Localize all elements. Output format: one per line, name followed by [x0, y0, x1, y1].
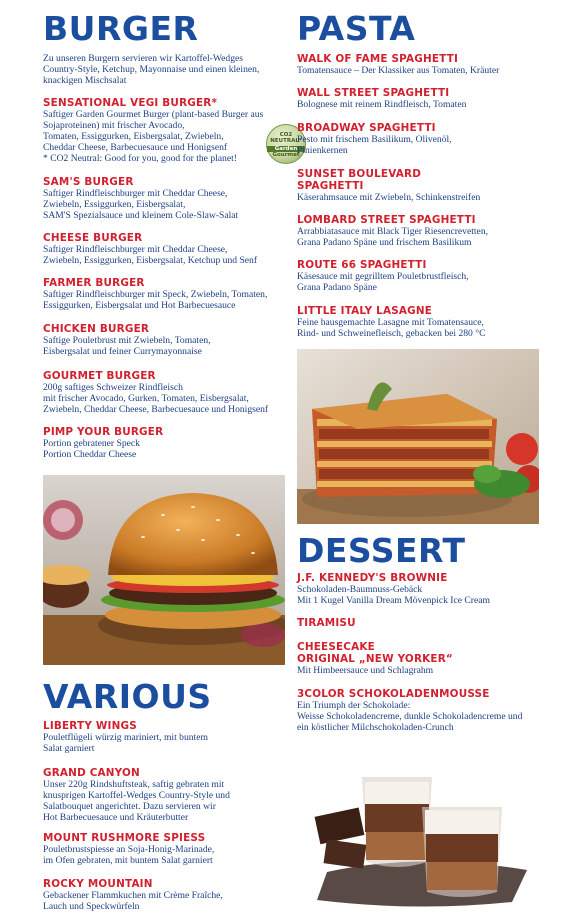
- burger-photo: [43, 475, 285, 665]
- menu-item-lombard-street-spaghetti: [297, 214, 542, 248]
- item-description: Käserahmsauce mit Zwiebeln, Schinkenstreifen: [297, 192, 481, 203]
- item-description: 200g saftiges Schweizer Rindfleisch mit frischer Avocado, Gurken, Tomaten, Eisbergsalat, Zwiebeln, Cheddar Cheese, Barbecuesauce und Honigsenf: [43, 382, 269, 415]
- item-description: Bolognese mit reinem Rindfleisch, Tomaten: [297, 99, 467, 110]
- item-description: Portion gebratener Speck Portion Cheddar Cheese: [43, 438, 140, 460]
- item-description: Unser 220g Rindshuftsteak, saftig gebraten mit knusprigen Kartoffel-Wedges Country-Style und Salatbouquet angerichtet. Dazu servieren wir Hot Barbecuesauce und Kräuterbutter: [43, 779, 230, 823]
- menu-item-mount-rushmore-spiess: [43, 832, 288, 866]
- item-name: CHEESECAKE ORIGINAL „NEW YORKER“: [297, 641, 453, 665]
- item-name: WALL STREET SPAGHETTI: [297, 87, 450, 99]
- item-description: Saftiger Rindfleischburger mit Speck, Zwiebeln, Tomaten, Essiggurken, Eisbergsalat und Hot Barbecuesauce: [43, 289, 268, 311]
- item-name: TIRAMISU: [297, 617, 356, 629]
- menu-item-walk-of-fame-spaghetti: [297, 53, 542, 76]
- various-section-title: VARIOUS: [43, 677, 212, 716]
- menu-item-gourmet-burger: [43, 370, 288, 415]
- item-description: Pouletbrustspiesse an Soja-Honig-Marinade, im Ofen gebraten, mit buntem Salat garniert: [43, 844, 215, 866]
- item-name: GOURMET BURGER: [43, 370, 156, 382]
- item-description: Saftige Pouletbrust mit Zwiebeln, Tomaten, Eisbergsalat und feiner Currymayonnaise: [43, 335, 211, 357]
- item-name: LOMBARD STREET SPAGHETTI: [297, 214, 476, 226]
- item-name: CHICKEN BURGER: [43, 323, 150, 335]
- menu-item-grand-canyon: [43, 767, 288, 823]
- menu-item-sams-burger: [43, 176, 288, 221]
- item-description: Gebackener Flammkuchen mit Crème Fraîche, Lauch und Speckwürfeln: [43, 890, 223, 912]
- menu-item-cheesecake-new-yorker: [297, 641, 542, 676]
- item-description: Pouletflügeli würzig mariniert, mit buntem Salat garniert: [43, 732, 208, 754]
- badge-text: Garden: [267, 146, 305, 152]
- menu-item-wall-street-spaghetti: [297, 87, 542, 110]
- menu-item-3color-schokoladenmousse: [297, 688, 547, 733]
- dessert-section-title: DESSERT: [297, 531, 466, 570]
- item-name: SAM'S BURGER: [43, 176, 134, 188]
- menu-item-chicken-burger: [43, 323, 288, 357]
- badge-text: NEUTRAL*: [270, 138, 302, 144]
- menu-item-sunset-boulevard-spaghetti: [297, 168, 542, 203]
- menu-item-route-66-spaghetti: [297, 259, 542, 293]
- menu-item-little-italy-lasagne: [297, 305, 542, 339]
- item-name: LIBERTY WINGS: [43, 720, 137, 732]
- menu-item-liberty-wings: [43, 720, 288, 754]
- menu-item-sensational-vegi-burger: [43, 97, 273, 164]
- lasagne-photo: [297, 349, 539, 524]
- item-name: SUNSET BOULEVARD SPAGHETTI: [297, 168, 422, 192]
- item-description: Feine hausgemachte Lasagne mit Tomatensauce, Rind- und Schweinefleisch, gebacken bei 280 °C: [297, 317, 486, 339]
- item-description: Schokoladen-Baumnuss-Gebäck Mit 1 Kugel Vanilla Dream Mövenpick Ice Cream: [297, 584, 490, 606]
- item-name: SENSATIONAL VEGI BURGER*: [43, 97, 218, 109]
- item-name: FARMER BURGER: [43, 277, 145, 289]
- item-name: J.F. KENNEDY'S BROWNIE: [297, 572, 448, 584]
- menu-item-pimp-your-burger: [43, 426, 288, 460]
- menu-item-broadway-spaghetti: [297, 122, 542, 156]
- item-description: Arrabbiatasauce mit Black Tiger Riesencrevetten, Grana Padano Späne und frischem Basilikum: [297, 226, 489, 248]
- item-name: 3COLOR SCHOKOLADENMOUSSE: [297, 688, 490, 700]
- item-name: ROUTE 66 SPAGHETTI: [297, 259, 427, 271]
- item-name: LITTLE ITALY LASAGNE: [297, 305, 433, 317]
- item-description: Mit Himbeersauce und Schlagrahm: [297, 665, 434, 676]
- item-description: Ein Triumph der Schokolade: Weisse Schokoladencreme, dunkle Schokoladencreme und ein köstlicher Milchschokoladen-Crunch: [297, 700, 523, 733]
- burger-intro: Zu unseren Burgern servieren wir Kartoffel-Wedges Country-Style, Ketchup, Mayonnaise und einen kleinen, knackigen Mischsalat: [43, 53, 260, 86]
- item-description: Saftiger Rindfleischburger mit Cheddar Cheese, Zwiebeln, Essiggurken, Eisbergsalat, SAM'S Spezialsauce und kleinem Cole-Slaw-Salat: [43, 188, 239, 221]
- item-name: ROCKY MOUNTAIN: [43, 878, 153, 890]
- item-name: WALK OF FAME SPAGHETTI: [297, 53, 459, 65]
- pasta-section-title: PASTA: [297, 9, 416, 48]
- chocolate-mousse-photo: [297, 752, 539, 912]
- item-name: CHEESE BURGER: [43, 232, 143, 244]
- menu-item-cheese-burger: [43, 232, 288, 266]
- item-description: Tomatensauce – Der Klassiker aus Tomaten, Kräuter: [297, 65, 500, 76]
- item-description: Saftiger Garden Gourmet Burger (plant-based Burger aus Sojaproteinen) mit frischer Avocado, Tomaten, Essiggurken, Eisbergsalat, Zwiebeln, Cheddar Cheese, Barbecuesauce und Honigsenf * CO2 Neutral: Good for you, good for the planet!: [43, 109, 264, 164]
- badge-text: CO2: [279, 132, 293, 138]
- burger-section-title: BURGER: [43, 9, 199, 48]
- menu-item-tiramisu: [297, 617, 542, 629]
- menu-item-farmer-burger: [43, 277, 288, 311]
- item-description: Pesto mit frischem Basilikum, Olivenöl, Pinienkernen: [297, 134, 452, 156]
- item-name: GRAND CANYON: [43, 767, 140, 779]
- badge-text: Gourmet: [272, 152, 300, 158]
- item-name: BROADWAY SPAGHETTI: [297, 122, 436, 134]
- menu-item-rocky-mountain: [43, 878, 288, 912]
- item-description: Käsesauce mit gegrilltem Pouletbrustfleisch, Grana Padano Späne: [297, 271, 469, 293]
- item-description: Saftiger Rindfleischburger mit Cheddar Cheese, Zwiebeln, Essiggurken, Eisbergsalat, Ketchup und Senf: [43, 244, 258, 266]
- menu-item-jf-kennedys-brownie: [297, 572, 542, 606]
- item-name: PIMP YOUR BURGER: [43, 426, 164, 438]
- item-name: MOUNT RUSHMORE SPIESS: [43, 832, 206, 844]
